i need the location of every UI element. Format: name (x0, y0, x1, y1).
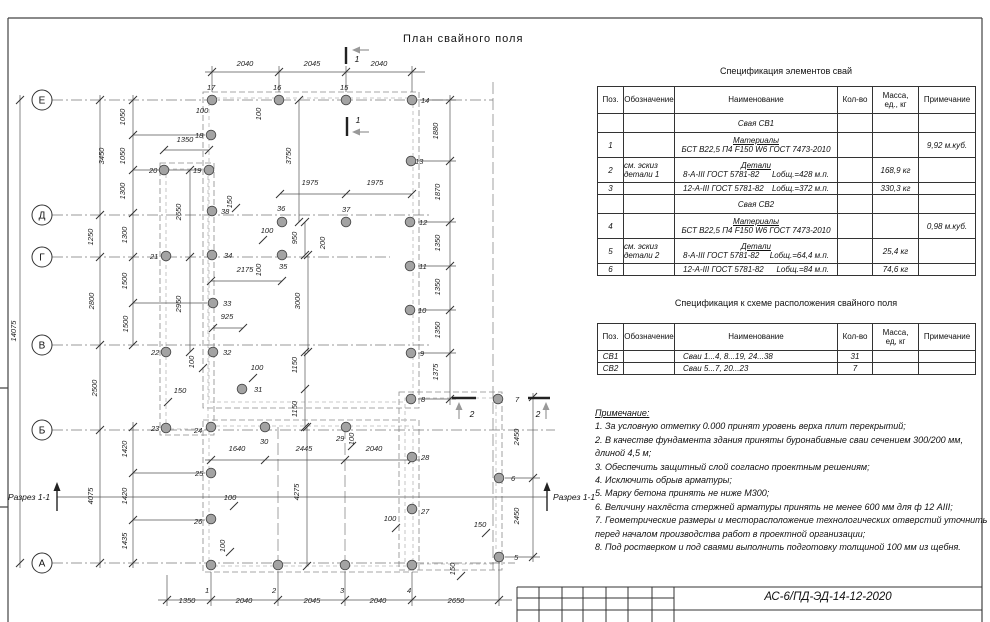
dim-label: 100 (195, 106, 209, 115)
cell-sign (624, 133, 675, 158)
section-arrow-head (543, 402, 550, 410)
section-label: Разрез 1-1 (8, 492, 51, 502)
dim-label: 1150 (290, 356, 299, 374)
spec-row (598, 239, 976, 264)
section-label: 2 (535, 409, 541, 419)
pile-number-19: 19 (193, 166, 202, 175)
pile-number-24: 24 (194, 426, 203, 435)
dim-tick (16, 68, 537, 604)
pile-number-7: 7 (515, 395, 520, 404)
pile-number-12: 12 (419, 218, 428, 227)
pile-16 (274, 95, 284, 105)
col-name: Наименование (675, 324, 838, 351)
cell-name: Материалы БСТ В22,5 П4 F150 W6 ГОСТ 7473-2010 (675, 214, 838, 239)
note-item: 2. В качестве фундамента здания приняты буронабивные сваи сечением 300/200 мм, длиной 4,5 м; (595, 434, 963, 459)
pile-number-10: 10 (418, 306, 427, 315)
pile-number-29: 29 (336, 434, 345, 443)
cell-qty (838, 114, 873, 133)
dim-label: 2040 (370, 59, 388, 68)
dim-label: 1375 (431, 363, 440, 381)
dim-label: 1500 (120, 272, 129, 290)
pile-number-3: 3 (340, 586, 345, 595)
pile-19 (204, 165, 214, 175)
dim-label: 2040 (365, 444, 383, 453)
dim-label: 1350 (178, 596, 196, 605)
spec-row (598, 133, 976, 158)
dim-label: 2800 (87, 292, 96, 310)
cell-note (919, 158, 976, 183)
cell-name: Сваи 5...7, 20...23 (675, 363, 838, 375)
spec-elements-title: Спецификация элементов свай (719, 66, 853, 76)
spec-row (598, 183, 976, 195)
cell-mass (873, 363, 919, 375)
cell-pos: 3 (598, 183, 624, 195)
dim-label: 1350 (433, 321, 442, 339)
pile-number-34: 34 (224, 251, 233, 260)
cell-pos: СВ2 (598, 363, 624, 375)
cell-name: Свая СВ1 (675, 114, 838, 133)
dim-label: 1300 (120, 226, 129, 244)
dim-label: 4275 (292, 483, 301, 501)
pile-number-25: 25 (195, 469, 204, 478)
dim-label: 1435 (120, 532, 129, 550)
dim-label: 1420 (120, 487, 129, 505)
col-name: Наименование (675, 87, 838, 114)
pile-21 (161, 251, 171, 261)
cell-sign: см. эскиз детали 2 (624, 239, 675, 264)
spec-row (598, 363, 976, 375)
grillage-outline (166, 169, 208, 429)
pile-33 (208, 298, 218, 308)
table-header-row (598, 324, 976, 351)
pile-number-30: 30 (260, 437, 269, 446)
section-trace-line (278, 82, 493, 572)
pile-34 (207, 250, 217, 260)
pile-20 (159, 165, 169, 175)
cell-note (919, 351, 976, 363)
pile-number-23: 23 (151, 424, 160, 433)
dim-label: 2450 (512, 507, 521, 525)
cell-pos: 1 (598, 133, 624, 158)
cell-qty (838, 158, 873, 183)
cell-pos: 5 (598, 239, 624, 264)
spec-layout-table (597, 323, 976, 375)
pile-number-15: 15 (340, 83, 349, 92)
pile-3 (340, 560, 350, 570)
col-mass: Масса, ед., кг (873, 87, 919, 114)
pile-number-13: 13 (415, 157, 424, 166)
pile-number-1: 1 (205, 586, 210, 595)
pile-number-8: 8 (421, 395, 426, 404)
cell-mass (873, 114, 919, 133)
pile-number-2: 2 (272, 586, 277, 595)
cell-note (919, 114, 976, 133)
pile-2 (273, 560, 283, 570)
section-arrow-head (352, 129, 360, 136)
note-item: 5. Марку бетона принять не ниже М300; (595, 488, 770, 499)
spec-row (598, 214, 976, 239)
dim-label: 1250 (86, 228, 95, 246)
pile-6 (494, 473, 504, 483)
dim-label: 150 (448, 562, 457, 576)
dim-label: 1350 (176, 135, 194, 144)
cell-note (919, 264, 976, 276)
pile-number-31: 31 (254, 385, 263, 394)
section-arrow-line (356, 50, 546, 419)
pile-35 (277, 250, 287, 260)
pile-31 (237, 384, 247, 394)
pile-number-26: 26 (194, 517, 203, 526)
pile-37 (341, 217, 351, 227)
pile-5 (494, 552, 504, 562)
pile-8 (406, 394, 416, 404)
dim-label: 100 (347, 432, 356, 446)
dim-label: 100 (260, 226, 274, 235)
col-sign: Обозначение (624, 87, 675, 114)
spec-row (598, 195, 976, 214)
dim-label: 100 (254, 263, 263, 277)
dim-label: 1420 (120, 440, 129, 458)
dim-label: 1975 (301, 178, 319, 187)
cell-note (919, 363, 976, 375)
dim-label: 1870 (433, 183, 442, 201)
pile-28 (407, 452, 417, 462)
note-item: 6. Величину нахлёста стержней арматуры принять не менее 600 мм для ф 12 АIII; (595, 501, 953, 512)
cell-mass (873, 214, 919, 239)
pile-10 (405, 305, 415, 315)
dim-label: 2040 (236, 59, 254, 68)
pile-number-27: 27 (421, 507, 430, 516)
cell-sign (624, 114, 675, 133)
dim-label: 925 (220, 312, 234, 321)
pile-number-22: 22 (151, 348, 160, 357)
spec-row (598, 114, 976, 133)
cell-qty (838, 133, 873, 158)
dim-label: 2040 (369, 596, 387, 605)
pile-number-37: 37 (342, 205, 351, 214)
pile-number-16: 16 (273, 83, 282, 92)
grillage-outline (160, 163, 214, 435)
pile-number-4: 4 (407, 586, 412, 595)
cell-mass: 74,6 кг (873, 264, 919, 276)
pile-number-5: 5 (514, 553, 519, 562)
col-qty: Кол-во (838, 87, 873, 114)
pile-18 (206, 130, 216, 140)
doc-number: АС-6/ПД-ЭД-14-12-2020 (764, 591, 892, 603)
cell-qty (838, 264, 873, 276)
cell-name: Сваи 1...4, 8...19, 24...38 (675, 351, 838, 363)
pile-22 (161, 347, 171, 357)
cell-sign (624, 214, 675, 239)
cell-sign: см. эскиз детали 1 (624, 158, 675, 183)
pile-27 (407, 504, 417, 514)
col-mass: Масса, ед, кг (873, 324, 919, 351)
dim-label: 100 (383, 514, 397, 523)
pile-9 (406, 348, 416, 358)
pile-32 (208, 347, 218, 357)
dim-label: 1880 (431, 122, 440, 140)
cell-pos: 6 (598, 264, 624, 276)
dim-label: 150 (173, 386, 187, 395)
cell-qty (838, 239, 873, 264)
pile-number-35: 35 (279, 262, 288, 271)
cell-name: Детали 8-А-III ГОСТ 5781-82 Lобщ.=428 м.п. (675, 158, 838, 183)
dim-label: 1350 (433, 234, 442, 252)
section-label: 1 (355, 115, 361, 125)
axis-label-Б: Б (38, 425, 46, 437)
col-pos: Поз. (598, 324, 624, 351)
dim-label: 3750 (284, 147, 293, 165)
dim-label: 1975 (366, 178, 384, 187)
cell-qty: 31 (838, 351, 873, 363)
section-arrow-head (352, 47, 360, 54)
pile-15 (341, 95, 351, 105)
pile-number-17: 17 (207, 83, 216, 92)
pile-number-21: 21 (150, 252, 159, 261)
pile-number-11: 11 (419, 262, 427, 271)
notes-heading: Примечание: (595, 408, 650, 418)
cell-name: 12-А-III ГОСТ 5781-82 Lобщ.=84 м.п. (675, 264, 838, 276)
pile-25 (206, 468, 216, 478)
dim-label: 1500 (121, 315, 130, 333)
cell-qty (838, 195, 873, 214)
axis-label-В: В (38, 340, 46, 352)
axis-label-А: А (38, 558, 46, 570)
pile-14 (407, 95, 417, 105)
dim-label: 3450 (97, 147, 106, 165)
axis-label-Г: Г (39, 252, 45, 264)
section-label: 1 (354, 54, 360, 64)
cell-sign (624, 183, 675, 195)
pile-number-6: 6 (511, 474, 516, 483)
pile-number-28: 28 (421, 453, 430, 462)
dim-label: 1050 (118, 147, 127, 165)
pile-number-20: 20 (149, 166, 158, 175)
pile-number-9: 9 (420, 349, 425, 358)
dim-label: 4075 (86, 487, 95, 505)
pile-number-32: 32 (223, 348, 232, 357)
pile-36 (277, 217, 287, 227)
section-label: 2 (469, 409, 475, 419)
cell-qty: 7 (838, 363, 873, 375)
dim-label: 100 (254, 107, 263, 121)
pile-number-36: 36 (277, 204, 286, 213)
dim-label: 1150 (290, 400, 299, 418)
col-note: Примечание (919, 87, 976, 114)
cell-pos (598, 114, 624, 133)
dim-label: 2650 (174, 203, 183, 221)
cell-note: 9,92 м.куб. (919, 133, 976, 158)
cell-sign (624, 264, 675, 276)
note-item: 8. Под ростверком и под сваями выполнить подготовку толщиной 100 мм из щебня. (595, 542, 961, 553)
cell-pos: СВ1 (598, 351, 624, 363)
dim-label: 100 (218, 539, 227, 553)
pile-number-33: 33 (223, 299, 232, 308)
col-qty: Кол-во (838, 324, 873, 351)
pile-26 (206, 514, 216, 524)
note-item: 4. Исключить обрыв арматуры; (595, 475, 732, 486)
cell-pos: 2 (598, 158, 624, 183)
col-note: Примечание (919, 324, 976, 351)
cell-mass: 25,4 кг (873, 239, 919, 264)
dim-label: 100 (250, 363, 264, 372)
cell-qty (838, 183, 873, 195)
drawing-title: План свайного поля (403, 33, 524, 45)
cell-mass: 168,9 кг (873, 158, 919, 183)
pile-4 (407, 560, 417, 570)
dim-label: 2045 (303, 596, 321, 605)
pile-38 (207, 206, 217, 216)
cell-sign (624, 363, 675, 375)
dim-label: 2450 (512, 428, 521, 446)
dim-label: 2045 (303, 59, 321, 68)
dim-label: 150 (473, 520, 487, 529)
pile-29 (341, 422, 351, 432)
dim-label: 150 (225, 195, 234, 209)
cell-mass (873, 133, 919, 158)
razrez-arrow-head (54, 482, 61, 491)
pile-12 (405, 217, 415, 227)
section-arrow-head (456, 402, 463, 410)
cell-sign (624, 195, 675, 214)
grillage-outline (209, 98, 413, 402)
cell-name: Свая СВ2 (675, 195, 838, 214)
cell-name: 12-А-III ГОСТ 5781-82 Lобщ.=372 м.п. (675, 183, 838, 195)
notes-block (595, 407, 990, 554)
dim-label: 1300 (118, 182, 127, 200)
col-sign: Обозначение (624, 324, 675, 351)
dim-label: 1640 (228, 444, 246, 453)
spec-elements-table (597, 86, 976, 276)
cell-note (919, 239, 976, 264)
col-pos: Поз. (598, 87, 624, 114)
pile-24 (206, 422, 216, 432)
dim-label: 14075 (9, 320, 18, 342)
razrez-arrow-head (544, 482, 551, 491)
cell-name: Детали 8-А-III ГОСТ 5781-82 Lобщ.=64,4 м.п. (675, 239, 838, 264)
cell-mass: 330,3 кг (873, 183, 919, 195)
dim-label: 1350 (433, 278, 442, 296)
pile-1 (206, 560, 216, 570)
cell-qty (838, 214, 873, 239)
spec-row (598, 351, 976, 363)
cell-note (919, 183, 976, 195)
grillage-outline (399, 392, 502, 570)
note-item: 7. Геометрические размеры и месторасположение технологических отверстий уточнить перед началом производства работ в проектной организации; (595, 515, 988, 539)
grillage-outline (203, 92, 419, 408)
dim-label: 2040 (235, 596, 253, 605)
dim-label: 3000 (293, 292, 302, 310)
pile-17 (207, 95, 217, 105)
cell-sign (624, 351, 675, 363)
pile-number-14: 14 (421, 96, 430, 105)
pile-number-38: 38 (221, 207, 230, 216)
dim-label: 2500 (90, 379, 99, 397)
pile-23 (161, 423, 171, 433)
pile-11 (405, 261, 415, 271)
dim-label: 2175 (236, 265, 254, 274)
dim-label: 100 (187, 355, 196, 369)
cell-note (919, 195, 976, 214)
dim-label: 1050 (118, 108, 127, 126)
cell-mass (873, 195, 919, 214)
dim-label: 2950 (174, 295, 183, 313)
dim-label: 950 (290, 231, 299, 245)
dim-label: 2650 (447, 596, 465, 605)
spec-layout-title: Спецификация к схеме расположения свайного поля (674, 298, 898, 308)
table-header-row (598, 87, 976, 114)
section-label: Разрез 1-1 (553, 492, 596, 502)
pile-number-18: 18 (195, 131, 204, 140)
note-item: 3. Обеспечить защитный слой согласно проектным решениям; (595, 461, 870, 472)
dim-label: 200 (318, 236, 327, 250)
axis-label-Д: Д (38, 210, 46, 222)
pile-7 (493, 394, 503, 404)
note-item: 1. За условную отметку 0.000 принят уровень верха плит перекрытий; (595, 421, 906, 432)
spec-row (598, 158, 976, 183)
cell-pos (598, 195, 624, 214)
cell-name: Материалы БСТ В22,5 П4 F150 W6 ГОСТ 7473-2010 (675, 133, 838, 158)
pile-30 (260, 422, 270, 432)
dim-label: 100 (223, 493, 237, 502)
cell-pos: 4 (598, 214, 624, 239)
cell-note: 0,98 м.куб. (919, 214, 976, 239)
spec-row (598, 264, 976, 276)
dim-label: 2445 (295, 444, 313, 453)
axis-label-Е: Е (38, 95, 46, 107)
cell-mass (873, 351, 919, 363)
razrez-arrow-line (57, 488, 547, 511)
